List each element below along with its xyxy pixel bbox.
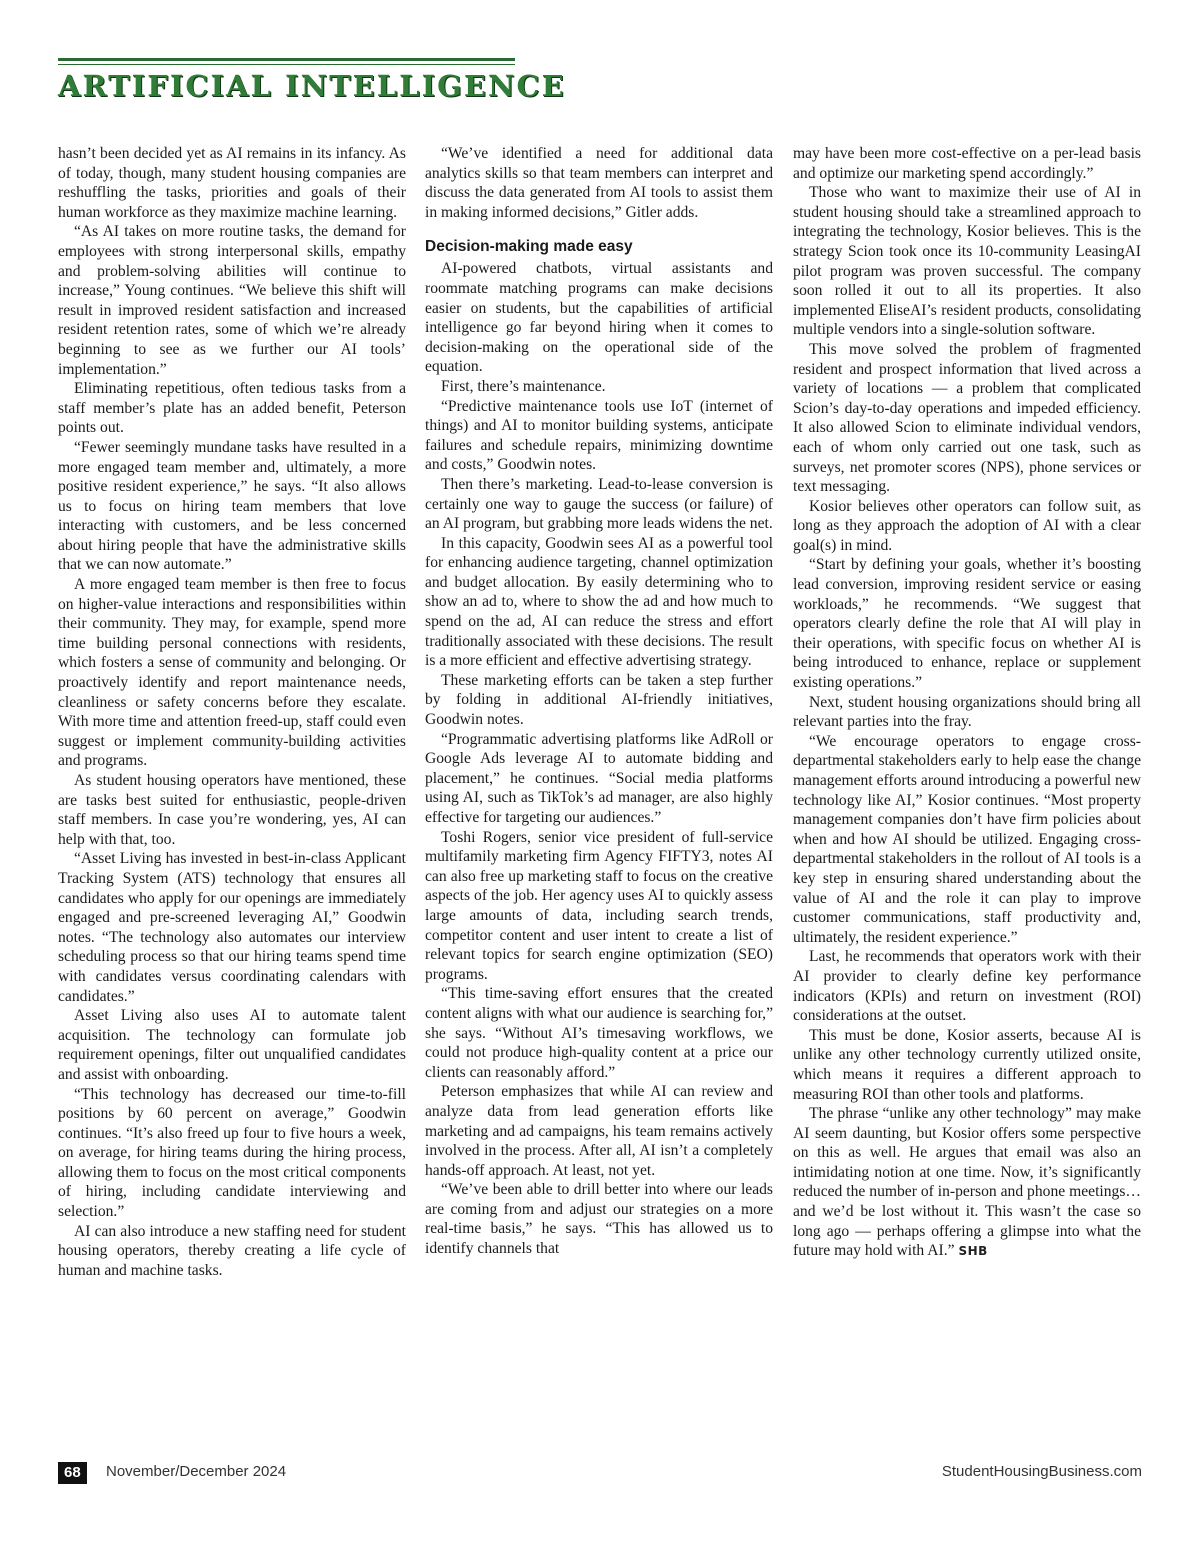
paragraph: “We encourage operators to engage cross-departmental stakeholders early to help ease the change management efforts around introducing a powerful new technology like AI,” Kosior continues. “Most property management companies don’t have firm policies about when and how AI should be utilized. Engaging cross-departmental stakeholders in the rollout of AI tools is a key step in ensuring shared understanding about the value of AI and the role it can play to improve customer communications, staff productivity and, ultimately, the resident experience.” [793, 732, 1141, 946]
paragraph: Next, student housing organizations should bring all relevant parties into the fray. [793, 693, 1141, 731]
article-column-3 [793, 144, 1141, 1262]
paragraph: As student housing operators have mentioned, these are tasks best suited for enthusiastic, people-driven staff members. In case you’re wondering, yes, AI can help with that, too. [58, 772, 406, 848]
paragraph: “Fewer seemingly mundane tasks have resulted in a more engaged team member and, ultimately, a more positive resident experience,” he says. “It also allows us to focus on hiring team members that love interacting with customers, and be less concerned about hiring people that have the administrative skills that we can now automate.” [58, 438, 406, 574]
paragraph: This must be done, Kosior asserts, because AI is unlike any other technology currently utilized onsite, which means it requires a different approach to measuring ROI than other tools and platforms. [793, 1026, 1141, 1103]
paragraph: In this capacity, Goodwin sees AI as a powerful tool for enhancing audience targeting, channel optimization and budget allocation. By easily determining who to show an ad to, where to show the ad and how much to spend on the ad, AI can reduce the stress and effort traditionally associated with these decisions. The result is a more efficient and effective advertising strategy. [425, 534, 773, 670]
paragraph: Those who want to maximize their use of AI in student housing should take a streamlined approach to integrating the technology, Kosior believes. This is the strategy Scion took once its 10-community LeasingAI pilot program was proven successful. The company soon rolled it out to all its properties. It also implemented EliseAI’s resident products, consolidating multiple vendors into a single-solution software. [793, 184, 1141, 339]
paragraph: “This time-saving effort ensures that the created content aligns with what our audience is searching for,” she says. “Without AI’s timesaving workflows, we could not produce high-quality content at a price our clients can reasonably afford.” [425, 985, 773, 1081]
page-footer [58, 1462, 1142, 1484]
end-mark: SHB [958, 1244, 988, 1259]
paragraph: “We’ve been able to drill better into where our leads are coming from and adjust our strategies on a more real-time basis,” he says. “This has allowed us to identify channels that [425, 1181, 773, 1258]
paragraph: Toshi Rogers, senior vice president of full-service multifamily marketing firm Agency FIFTY3, notes AI can also free up marketing staff to focus on the creative aspects of the job. Her agency uses AI to quickly assess large amounts of data, including search trends, competitor content and user intent to create a list of relevant topics for search engine optimization (SEO) programs. [425, 828, 773, 983]
website-link[interactable]: StudentHousingBusiness.com [941, 1463, 1142, 1480]
article-column-2 [425, 144, 773, 1259]
paragraph: “Start by defining your goals, whether it’s boosting lead conversion, improving resident service or easing workloads,” he recommends. “We suggest that operators clearly define the role that AI will play in their operations, with specific focus on whether AI is being introduced to enhance, replace or supplement existing operations.” [793, 556, 1141, 692]
paragraph: AI-powered chatbots, virtual assistants and roommate matching programs can make decisions easier on students, but the capabilities of artificial intelligence go far beyond hiring when it comes to decision-making on the operational side of the equation. [425, 260, 773, 376]
paragraph: Last, he recommends that operators work with their AI provider to clearly define key performance indicators (KPIs) and return on investment (ROI) considerations at the outset. [793, 948, 1141, 1025]
paragraph: “As AI takes on more routine tasks, the demand for employees with strong interpersonal skills, empathy and problem-solving abilities will continue to increase,” Young continues. “We believe this shift will result in improved resident satisfaction and increased resident retention rates, some of which we’re already beginning to see as we further our AI tools’ implementation.” [58, 223, 406, 378]
paragraph: AI can also introduce a new staffing need for student housing operators, thereby creating a life cycle of human and machine tasks. [58, 1222, 406, 1279]
paragraph: First, there’s maintenance. [441, 377, 606, 395]
paragraph: “Asset Living has invested in best-in-class Applicant Tracking System (ATS) technology that ensures all candidates who apply for our openings are immediately engaged and pre-screened leveraging AI,” Goodwin notes. “The technology also automates our interview scheduling process so that our hiring teams spend time with candidates versus coordinating calendars with candidates.” [58, 850, 406, 1005]
paragraph: Then there’s marketing. Lead-to-lease conversion is certainly one way to gauge the success (or failure) of an AI program, but grabbing more leads widens the net. [425, 475, 773, 533]
paragraph: Kosior believes other operators can follow suit, as long as they approach the adoption of AI with a clear goal(s) in mind. [793, 497, 1141, 554]
paragraph: “Predictive maintenance tools use IoT (internet of things) and AI to monitor building systems, anticipate failures and schedule repairs, minimizing downtime and costs,” Goodwin notes. [425, 397, 773, 474]
section-title: ARTIFICIAL INTELLIGENCE [58, 69, 566, 103]
page-number: 68 [58, 1462, 87, 1484]
paragraph: Eliminating repetitious, often tedious tasks from a staff member’s plate has an added benefit, Peterson points out. [58, 380, 406, 437]
paragraph: These marketing efforts can be taken a step further by folding in additional AI-friendly initiatives, Goodwin notes. [425, 671, 773, 729]
issue-date: November/December 2024 [106, 1463, 287, 1480]
paragraph: A more engaged team member is then free to focus on higher-value interactions and responsibilities within their community. They may, for example, spend more time building personal connections with residents, which fosters a sense of community and belonging. Or proactively identify and report maintenance needs, cleanliness or safety concerns before they escalate. With more time and attention freed-up, staff could even suggest or implement community-building activities and programs. [58, 576, 406, 770]
paragraph: “We’ve identified a need for additional data analytics skills so that team members can interpret and discuss the data generated from AI tools to assist them in making informed decisions,” Gitler adds. [425, 145, 773, 221]
article-column-1 [58, 144, 406, 1280]
paragraph: hasn’t been decided yet as AI remains in its infancy. As of today, though, many student housing companies are reshuffling the tasks, priorities and goals of their human workforce as they maximize machine learning. [58, 145, 406, 221]
paragraph: Asset Living also uses AI to automate talent acquisition. The technology can formulate job requirement openings, filter out unqualified candidates and assist with onboarding. [58, 1007, 406, 1083]
paragraph: Peterson emphasizes that while AI can review and analyze data from lead generation efforts like marketing and ad campaigns, his team remains actively involved in the process. After all, AI isn’t a completely hands-off approach. At least, not yet. [425, 1083, 773, 1179]
paragraph-final [793, 1104, 1141, 1262]
final-paragraph-text: The phrase “unlike any other technology” may make AI seem daunting, but Kosior offers some perspective on this as well. He argues that email was also an intimidating notion at one time. Now, it’s significantly reduced the number of in-person and phone meetings… and we’d be lost without it. This wasn’t the case so long ago — perhaps offering a glimpse into what the future may hold with AI.” [793, 1105, 1141, 1260]
header-rule-top [58, 58, 515, 61]
paragraph: This move solved the problem of fragmented resident and prospect information that lived across a variety of locations — a problem that complicated Scion’s day-to-day operations and impeded efficiency. It also allowed Scion to eliminate individual vendors, each of whom only carried out one task, such as surveys, net promoter scores (NPS), phone services or text messaging. [793, 340, 1141, 496]
header-rule-thin [58, 64, 515, 65]
paragraph: “Programmatic advertising platforms like AdRoll or Google Ads leverage AI to automate bidding and placement,” he continues. “Social media platforms using AI, such as TikTok’s ad manager, are also highly effective for targeting our audiences.” [425, 730, 773, 826]
subheading: Decision-making made easy [425, 238, 633, 256]
section-header [58, 58, 566, 103]
paragraph: “This technology has decreased our time-to-fill positions by 60 percent on average,” Goodwin continues. “It’s also freed up four to five hours a week, on average, for hiring teams during the hiring process, allowing them to focus on the most critical components of hiring, including candidate interviewing and selection.” [58, 1085, 406, 1221]
paragraph: may have been more cost-effective on a per-lead basis and optimize our marketing spend accordingly.” [793, 145, 1141, 182]
